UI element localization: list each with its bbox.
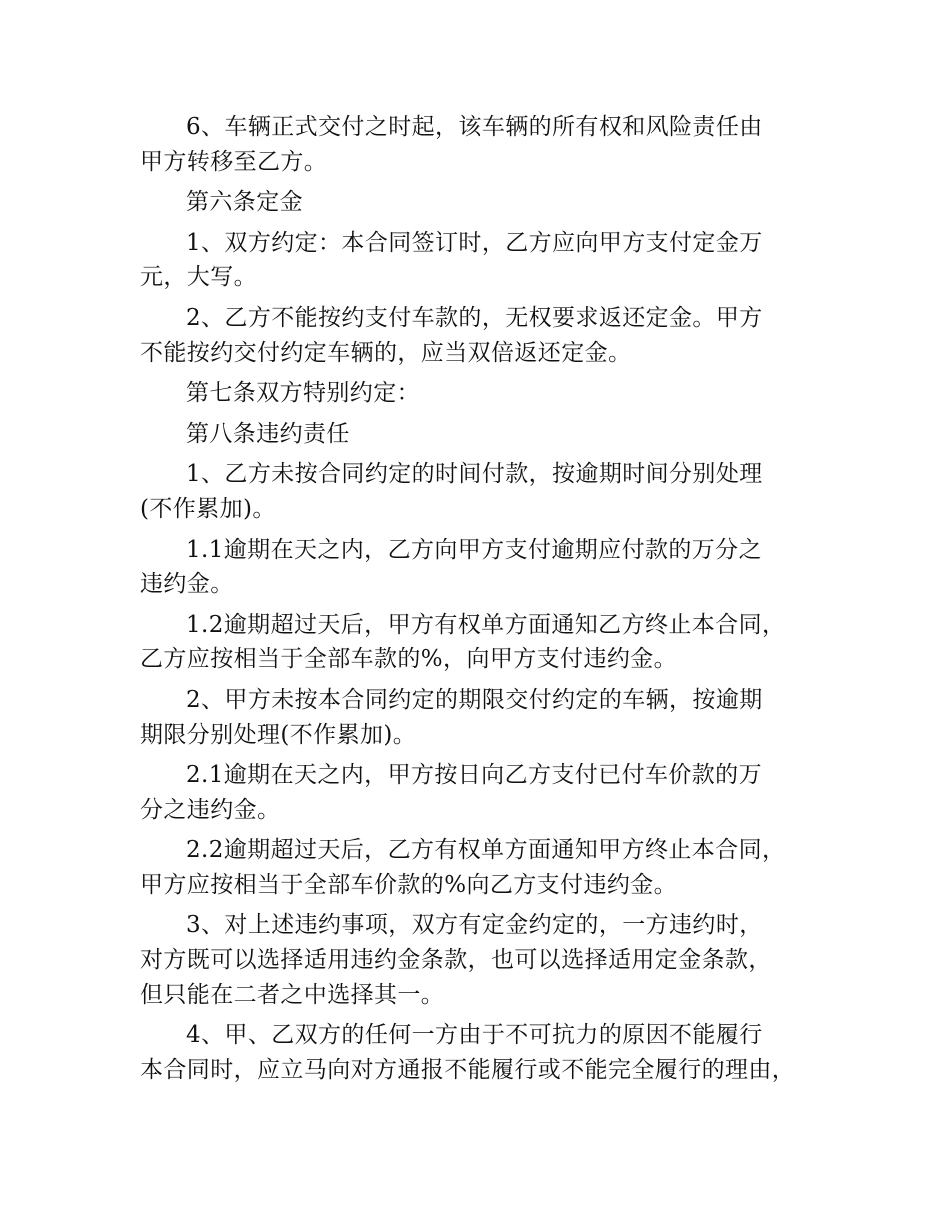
liability-clause-1-1 <box>140 533 810 602</box>
article-6-heading <box>140 185 810 220</box>
text-line: 第八条违约责任 <box>186 420 350 447</box>
text-line: 本合同时，应立马向对方通报不能履行或不能完全履行的理由， <box>140 1056 796 1083</box>
text-line: 甲方应按相当于全部车价款的%向乙方支付违约金。 <box>140 871 678 898</box>
text-line: 6、车辆正式交付之时起，该车辆的所有权和风险责任由 <box>186 114 763 140</box>
liability-clause-2-2 <box>140 833 810 902</box>
liability-clause-3 <box>140 908 810 1012</box>
text-line: 元，大写。 <box>140 264 257 291</box>
text-line: 但只能在二者之中选择其一。 <box>140 981 445 1008</box>
text-line: 4、甲、乙双方的任何一方由于不可抗力的原因不能履行 <box>186 1022 763 1049</box>
document-body <box>140 110 810 1093</box>
text-line: 1.2逾期超过天后，甲方有权单方面通知乙方终止本合同， <box>186 611 786 638</box>
text-line: 分之违约金。 <box>140 796 281 823</box>
text-line: 3、对上述违约事项，双方有定金约定的，一方违约时， <box>186 912 763 939</box>
text-line: 第七条双方特别约定： <box>186 380 420 407</box>
liability-clause-1 <box>140 457 810 526</box>
text-line: 2、甲方未按本合同约定的期限交付约定的车辆，按逾期 <box>186 686 763 713</box>
text-line: 2.2逾期超过天后，乙方有权单方面通知甲方终止本合同， <box>186 837 786 864</box>
text-line: (不作累加)。 <box>140 495 276 522</box>
liability-clause-1-2 <box>140 608 810 677</box>
text-line: 1、乙方未按合同约定的时间付款，按逾期时间分别处理 <box>186 461 763 488</box>
text-line: 违约金。 <box>140 571 234 598</box>
text-line: 期限分别处理(不作累加)。 <box>140 721 417 748</box>
text-line: 乙方应按相当于全部车款的%，向甲方支付违约金。 <box>140 646 678 673</box>
article-7-heading <box>140 376 810 411</box>
deposit-clause-2 <box>140 301 810 370</box>
text-line: 1.1逾期在天之内，乙方向甲方支付逾期应付款的万分之 <box>186 536 762 563</box>
liability-clause-2 <box>140 683 810 752</box>
text-line: 甲方转移至乙方。 <box>140 148 328 175</box>
text-line: 第六条定金 <box>186 189 303 216</box>
text-line: 1、双方约定：本合同签订时，乙方应向甲方支付定金万 <box>186 229 763 256</box>
article-8-heading <box>140 417 810 452</box>
clause-6-transfer <box>140 110 810 179</box>
liability-clause-2-1 <box>140 758 810 827</box>
text-line: 不能按约交付约定车辆的，应当双倍返还定金。 <box>140 339 632 366</box>
text-line: 2、乙方不能按约支付车款的，无权要求返还定金。甲方 <box>186 304 763 331</box>
text-line: 2.1逾期在天之内，甲方按日向乙方支付已付车价款的万 <box>186 762 762 789</box>
deposit-clause-1 <box>140 226 810 295</box>
liability-clause-4 <box>140 1018 810 1087</box>
text-line: 对方既可以选择适用违约金条款，也可以选择适用定金条款， <box>140 947 772 974</box>
